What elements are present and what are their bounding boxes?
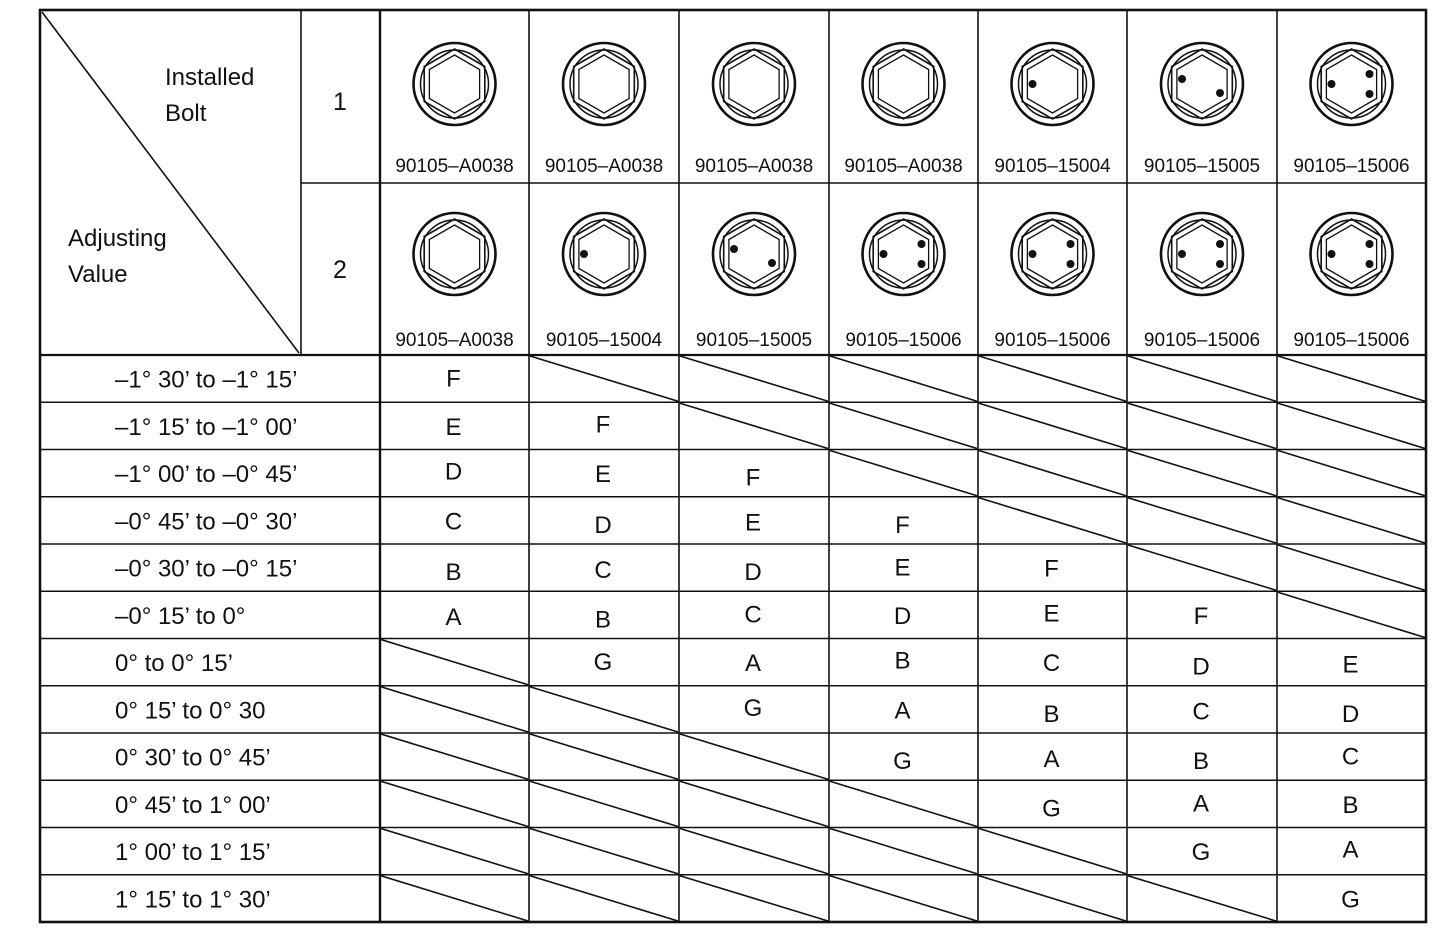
not-applicable-diagonal <box>979 451 1126 496</box>
adjusting-range-label: –0° 30’ to –0° 15’ <box>115 555 298 583</box>
bolt-1-part-number: 90105–A0038 <box>694 156 814 177</box>
bolt-2-part-number: 90105–15006 <box>1293 330 1410 351</box>
shim-letter: F <box>1193 602 1209 630</box>
not-applicable-diagonal <box>381 734 528 779</box>
shim-letter: A <box>1342 836 1359 864</box>
bolt-2-part-number: 90105–15006 <box>1143 330 1261 351</box>
not-applicable-diagonal <box>1128 545 1276 590</box>
bolt-2-icon <box>1161 213 1243 295</box>
adjusting-range-label: 1° 15’ to 1° 30’ <box>115 886 271 914</box>
bolt-1-part-number: 90105–A0038 <box>395 156 514 177</box>
bolt-mark-dot <box>1366 70 1374 78</box>
not-applicable-diagonal <box>830 356 977 401</box>
shim-letter: A <box>744 650 762 678</box>
bolt-mark-dot <box>1328 80 1336 88</box>
bolt-2-icon <box>563 213 645 295</box>
not-applicable-diagonal <box>530 687 678 732</box>
shim-letter: C <box>444 508 463 536</box>
bolt-1-icon <box>863 43 945 125</box>
shim-letter: D <box>1192 653 1210 681</box>
shim-letter: E <box>594 461 612 489</box>
bolt-mark-dot <box>1366 240 1374 248</box>
not-applicable-diagonal <box>530 829 678 874</box>
bolt-mark-dot <box>1178 250 1186 258</box>
bolt-mark-dot <box>1029 250 1037 258</box>
not-applicable-diagonal <box>1278 451 1425 496</box>
not-applicable-diagonal <box>680 734 828 779</box>
bolt-mark-dot <box>880 250 888 258</box>
not-applicable-diagonal <box>830 876 977 921</box>
bolt-mark-dot <box>1216 89 1224 97</box>
shim-letter: E <box>744 509 762 537</box>
adjusting-value-label-line1: Adjusting <box>68 225 167 252</box>
shim-letter: G <box>743 694 763 722</box>
not-applicable-diagonal <box>530 356 678 401</box>
shim-letter: F <box>446 365 461 393</box>
adjusting-range-label: 1° 00’ to 1° 15’ <box>115 839 271 867</box>
shim-letter: C <box>744 601 762 629</box>
bolt-1-part-number: 90105–A0038 <box>844 156 963 177</box>
adjusting-range-label: –0° 45’ to –0° 30’ <box>115 508 298 536</box>
shim-letter: E <box>1043 600 1060 628</box>
shim-letter: F <box>745 464 761 492</box>
shim-letter: G <box>593 648 613 676</box>
shim-letter: B <box>1043 700 1060 728</box>
bolt-2-part-number: 90105–15004 <box>545 330 663 351</box>
shim-letter: A <box>1043 745 1060 773</box>
not-applicable-diagonal <box>530 876 678 921</box>
not-applicable-diagonal <box>979 356 1126 401</box>
not-applicable-diagonal <box>830 403 977 448</box>
not-applicable-diagonal <box>680 356 828 401</box>
adjusting-range-label: –1° 15’ to –1° 00’ <box>115 413 298 441</box>
not-applicable-diagonal <box>1128 498 1276 543</box>
shim-letter: E <box>894 554 911 582</box>
bolt-1-icon <box>563 43 645 125</box>
not-applicable-diagonal <box>1128 451 1276 496</box>
not-applicable-diagonal <box>680 829 828 874</box>
bolt-mark-dot <box>1067 260 1075 268</box>
shim-letter: D <box>744 559 762 587</box>
shim-letter: D <box>594 511 612 539</box>
shim-letter: B <box>594 606 612 634</box>
not-applicable-diagonal <box>979 876 1126 921</box>
bolt-mark-dot <box>768 259 776 267</box>
shim-letter: F <box>895 511 910 539</box>
not-applicable-diagonal <box>1278 498 1425 543</box>
bolt-mark-dot <box>580 250 588 258</box>
not-applicable-diagonal <box>1128 403 1276 448</box>
adjusting-range-label: 0° to 0° 15’ <box>115 650 233 678</box>
bolt-1-part-number: 90105–15006 <box>1293 156 1410 177</box>
bolt-2-icon <box>1012 213 1094 295</box>
shim-letter: C <box>1192 698 1210 726</box>
shim-letter: D <box>444 458 463 486</box>
shim-letter: B <box>894 647 911 675</box>
bolt-mark-dot <box>918 260 926 268</box>
bolt-2-part-number: 90105–A0038 <box>395 330 514 351</box>
not-applicable-diagonal <box>381 687 528 732</box>
not-applicable-diagonal <box>530 734 678 779</box>
bolt-2-icon <box>414 213 496 295</box>
shim-letter: G <box>1042 795 1061 823</box>
not-applicable-diagonal <box>979 403 1126 448</box>
bolt-mark-dot <box>1328 250 1336 258</box>
bolt-mark-dot <box>1067 240 1075 248</box>
shim-letter: D <box>893 602 912 630</box>
not-applicable-diagonal <box>1278 545 1425 590</box>
adjusting-range-label: –0° 15’ to 0° <box>115 602 246 630</box>
not-applicable-diagonal <box>1128 356 1276 401</box>
installed-bolt-label-line1: Installed <box>165 64 255 91</box>
bolt-1-icon <box>1012 43 1094 125</box>
shim-letter: E <box>445 413 462 441</box>
not-applicable-diagonal <box>1128 876 1276 921</box>
bolt-1-part-number: 90105–A0038 <box>544 156 664 177</box>
table-header <box>68 64 347 288</box>
not-applicable-diagonal <box>381 876 528 921</box>
shim-letter: A <box>445 604 462 632</box>
not-applicable-diagonal <box>1278 403 1425 448</box>
bolt-mark-dot <box>1178 75 1186 83</box>
adjusting-range-label: 0° 45’ to 1° 00’ <box>115 791 271 819</box>
bolt-2-icon <box>863 213 945 295</box>
shim-letter: F <box>1044 555 1059 583</box>
not-applicable-diagonal <box>1278 356 1425 401</box>
bolt-1-icon <box>1311 43 1393 125</box>
not-applicable-diagonal <box>680 876 828 921</box>
not-applicable-diagonal <box>830 829 977 874</box>
bolt-mark-dot <box>918 240 926 248</box>
shim-letter: G <box>893 748 912 776</box>
shim-letter: A <box>1192 790 1210 818</box>
adjusting-range-label: –1° 00’ to –0° 45’ <box>115 461 298 489</box>
shim-letter: A <box>894 697 911 725</box>
not-applicable-diagonal <box>979 829 1126 874</box>
shim-letter: F <box>595 411 611 439</box>
bolt-2-part-number: 90105–15006 <box>845 330 962 351</box>
bolt-1-part-number: 90105–15005 <box>1143 156 1261 177</box>
not-applicable-diagonal <box>381 640 528 685</box>
shim-letter: C <box>594 556 612 584</box>
bolt-2-part-number: 90105–15006 <box>994 330 1111 351</box>
shim-letter: B <box>1342 791 1359 819</box>
shim-letter: B <box>1192 748 1210 776</box>
shim-letter: G <box>1191 839 1211 867</box>
bolt-1-icon <box>713 43 795 125</box>
bolt-2-icon <box>1311 213 1393 295</box>
not-applicable-diagonal <box>680 403 828 448</box>
not-applicable-diagonal <box>979 498 1126 543</box>
not-applicable-diagonal <box>530 781 678 826</box>
bolt-2-part-number: 90105–15005 <box>695 330 813 351</box>
shim-letter: E <box>1342 651 1359 679</box>
adjusting-value-label-line2: Value <box>68 261 128 288</box>
adjusting-range-label: 0° 15’ to 0° 30 <box>115 697 266 725</box>
shim-letter: C <box>1341 743 1360 771</box>
not-applicable-diagonal <box>680 781 828 826</box>
bolt-mark-dot <box>1216 240 1224 248</box>
bolt-mark-dot <box>1029 80 1037 88</box>
bolt-mark-dot <box>1366 260 1374 268</box>
shim-letter: D <box>1341 700 1360 728</box>
bolt-mark-dot <box>1366 90 1374 98</box>
bolt-icons <box>395 43 1409 351</box>
bolt-mark-dot <box>1216 260 1224 268</box>
bolt-row-1-number: 1 <box>333 88 347 116</box>
not-applicable-diagonal <box>830 781 977 826</box>
bolt-1-icon <box>414 43 496 125</box>
bolt-mark-dot <box>730 245 738 253</box>
adjusting-range-label: 0° 30’ to 0° 45’ <box>115 744 271 772</box>
not-applicable-diagonal <box>1278 592 1425 637</box>
bolt-row-2-number: 2 <box>333 256 347 284</box>
bolt-2-icon <box>713 213 795 295</box>
not-applicable-diagonal <box>381 781 528 826</box>
shim-letter: B <box>445 559 462 587</box>
shim-letter: C <box>1042 650 1061 678</box>
bolt-1-icon <box>1161 43 1243 125</box>
shim-letter: G <box>1341 886 1360 914</box>
not-applicable-diagonal <box>381 829 528 874</box>
adjusting-range-label: –1° 30’ to –1° 15’ <box>115 366 298 394</box>
not-applicable-diagonal <box>830 451 977 496</box>
installed-bolt-label-line2: Bolt <box>165 100 207 127</box>
bolt-1-part-number: 90105–15004 <box>994 156 1111 177</box>
